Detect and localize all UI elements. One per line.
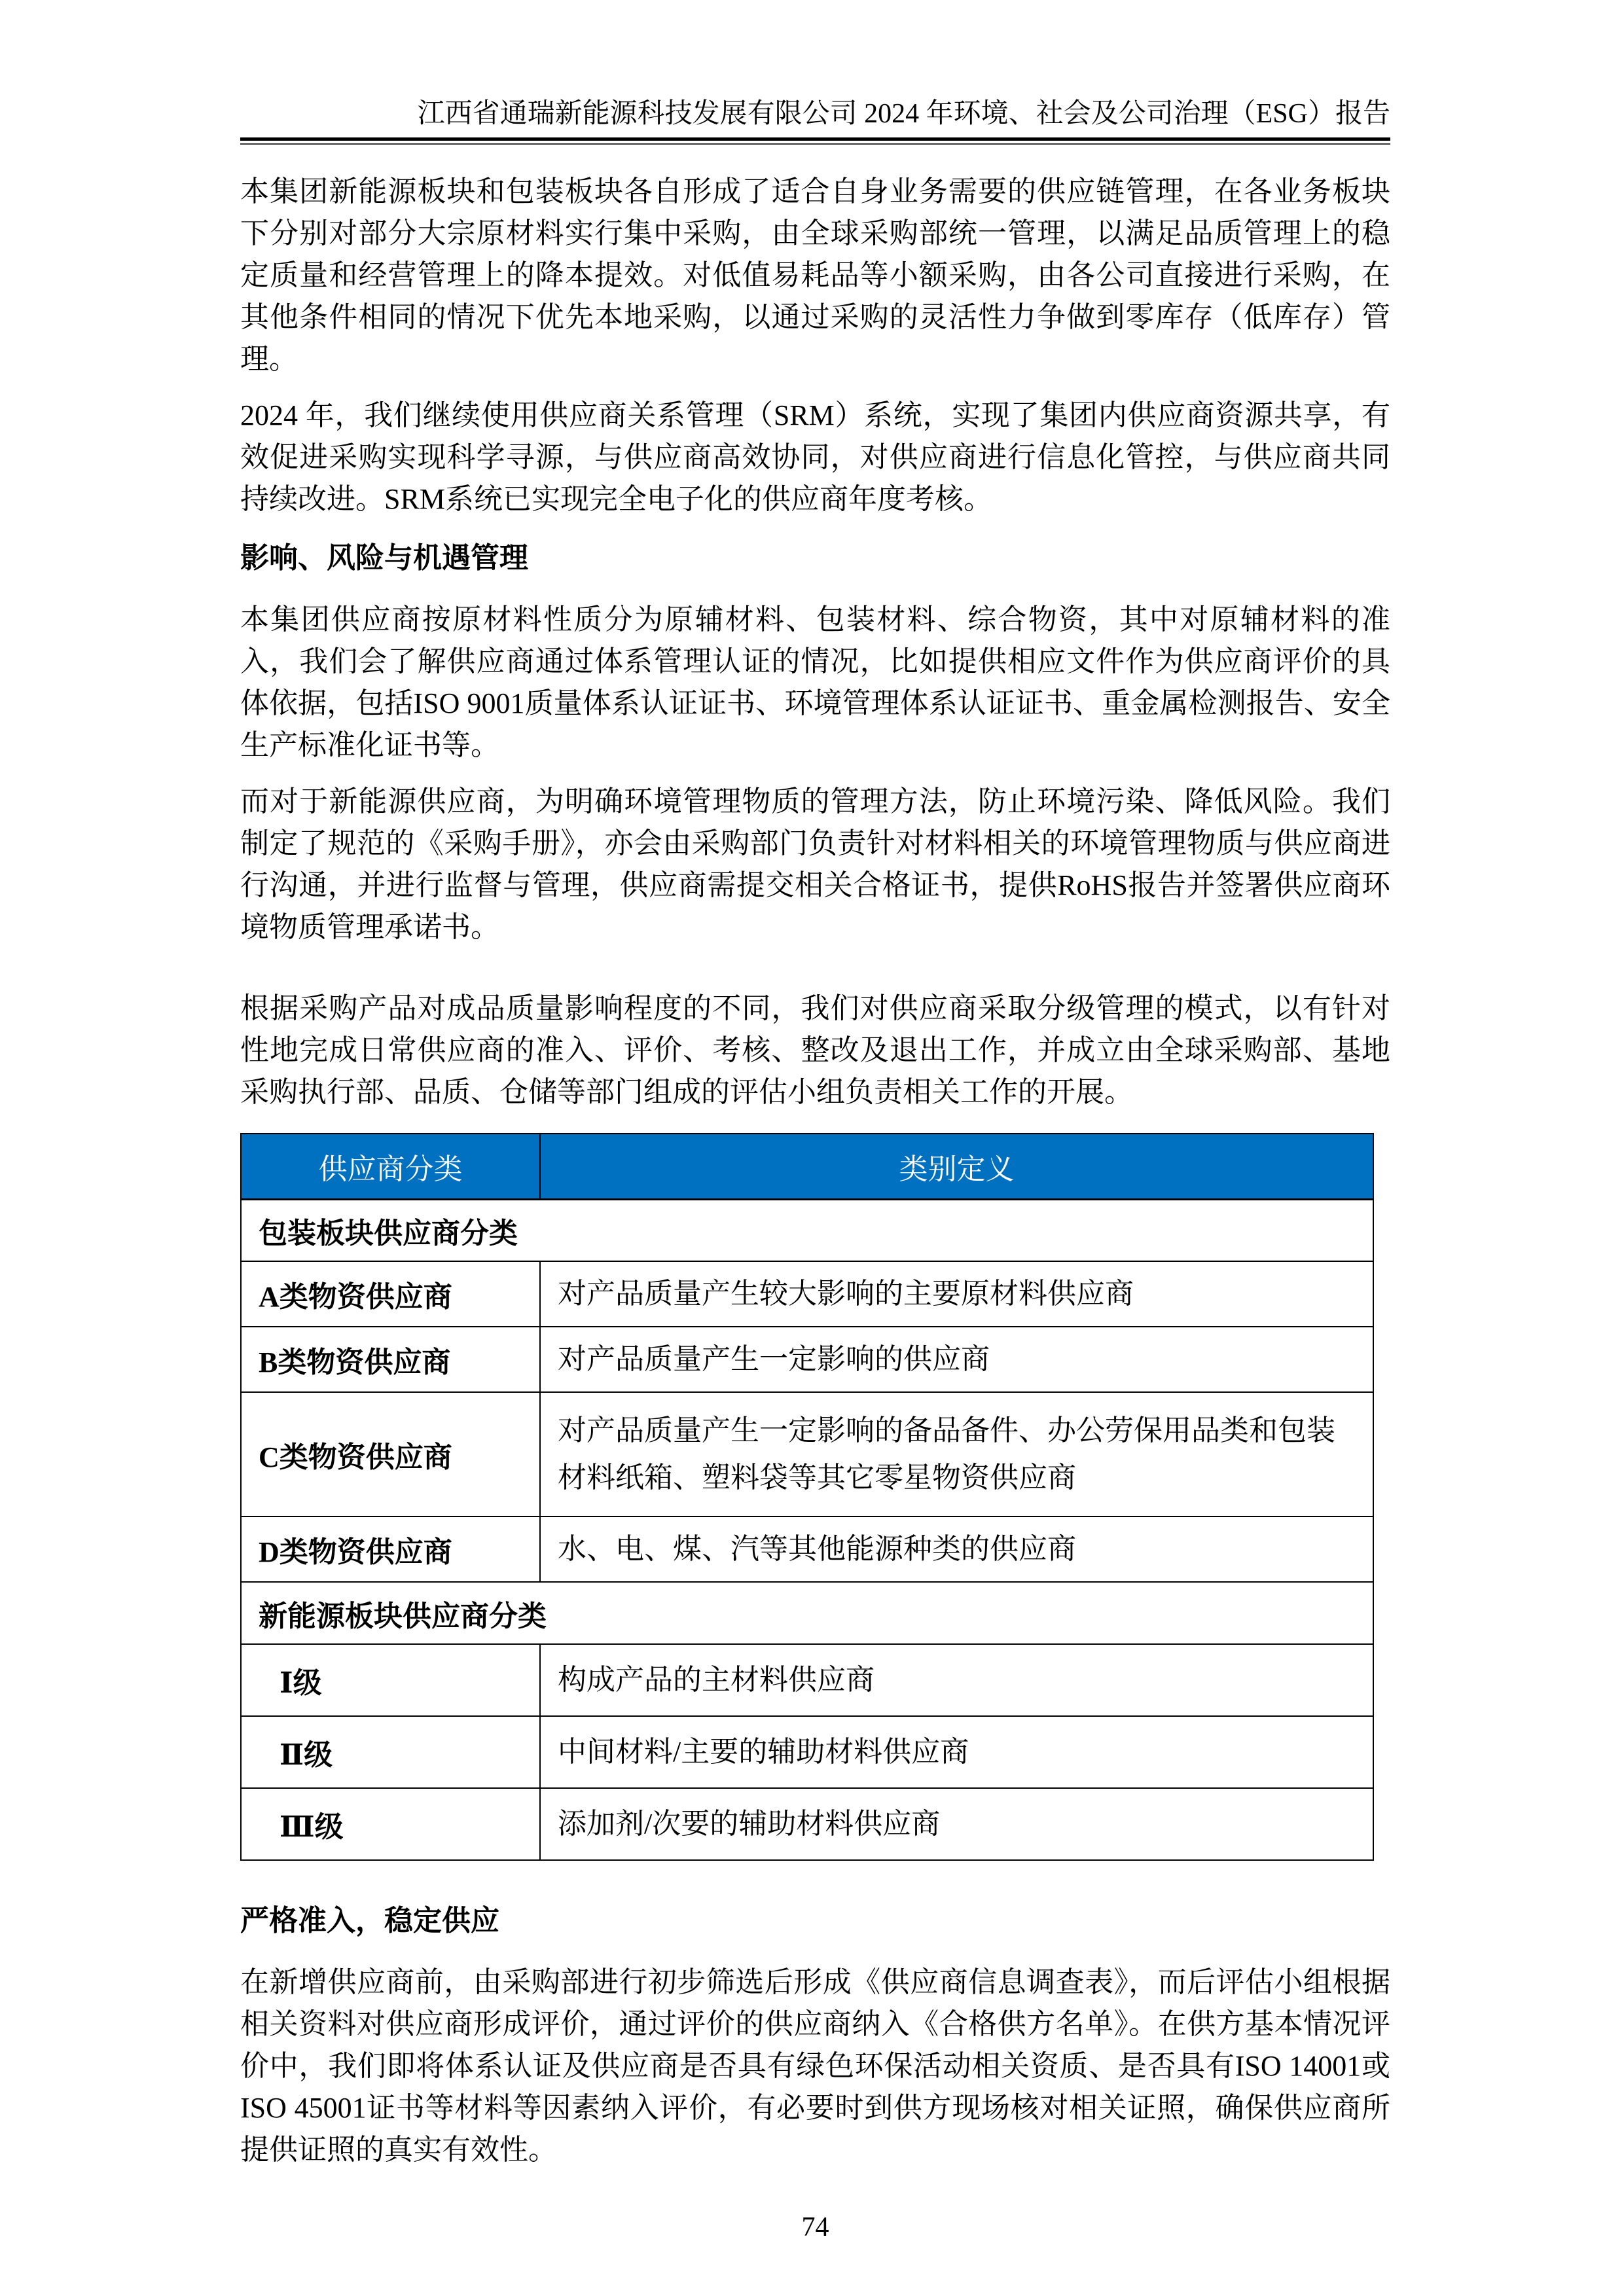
table-cell-definition: 水、电、煤、汽等其他能源种类的供应商 xyxy=(540,1516,1373,1582)
supplier-classification-table xyxy=(240,1133,1374,1861)
paragraph-new-energy-suppliers: 而对于新能源供应商，为明确环境管理物质的管理方法，防止环境污染、降低风险。我们制定了规范的《采购手册》，亦会由采购部门负责针对材料相关的环境管理物质与供应商进行沟通，并进行监督与管理，供应商需提交相关合格证书，提供RoHS报告并签署供应商环境物质管理承诺书。 xyxy=(240,785,1390,943)
table-header-cell-category: 供应商分类 xyxy=(241,1134,540,1199)
table-cell-definition: 对产品质量产生一定影响的供应商 xyxy=(540,1327,1373,1392)
table-cell-category: A类物资供应商 xyxy=(241,1261,540,1327)
paragraph-new-supplier-screening: 在新增供应商前，由采购部进行初步筛选后形成《供应商信息调查表》，而后评估小组根据相关资料对供应商形成评价，通过评价的供应商纳入《合格供方名单》。在供方基本情况评价中，我们即将体系认证及供应商是否具有绿色环保活动相关资质、是否具有ISO 14001或ISO 45001证书等材料等因素纳入评价，有必要时到供方现场核对相关证照，确保供应商所提供证照的真实有效性。 xyxy=(240,1966,1390,2166)
table-header-cell-definition: 类别定义 xyxy=(540,1134,1373,1199)
table-cell-category: Ⅱ级 xyxy=(241,1716,540,1788)
table-row xyxy=(241,1716,1373,1788)
table-cell-definition: 对产品质量产生一定影响的备品备件、办公劳保用品类和包装材料纸箱、塑料袋等其它零星物资供应商 xyxy=(540,1392,1373,1516)
table-row xyxy=(241,1392,1373,1516)
table-cell-category: C类物资供应商 xyxy=(241,1392,540,1516)
table-cell-category: Ⅰ级 xyxy=(241,1644,540,1716)
table-cell-definition: 构成产品的主材料供应商 xyxy=(540,1644,1373,1716)
page-number: 74 xyxy=(801,2212,829,2242)
paragraph-srm-system: 2024 年，我们继续使用供应商关系管理（SRM）系统，实现了集团内供应商资源共享，有效促进采购实现科学寻源，与供应商高效协同，对供应商进行信息化管控，与供应商共同持续改进。SRM系统已实现完全电子化的供应商年度考核。 xyxy=(240,399,1390,515)
report-header-title: 江西省通瑞新能源科技发展有限公司 2024 年环境、社会及公司治理（ESG）报告 xyxy=(417,99,1390,129)
header-rule xyxy=(240,137,1390,145)
table-cell-category: D类物资供应商 xyxy=(241,1516,540,1582)
table-row xyxy=(241,1516,1373,1582)
table-cell-definition: 中间材料/主要的辅助材料供应商 xyxy=(540,1716,1373,1788)
paragraph-grading-management: 根据采购产品对成品质量影响程度的不同，我们对供应商采取分级管理的模式，以有针对性地完成日常供应商的准入、评价、考核、整改及退出工作，并成立由全球采购部、基地采购执行部、品质、仓储等部门组成的评估小组负责相关工作的开展。 xyxy=(240,992,1390,1108)
heading-strict-admission: 严格准入，稳定供应 xyxy=(240,1905,499,1937)
table-header-row xyxy=(241,1134,1373,1199)
paragraph-supply-chain: 本集团新能源板块和包装板块各自形成了适合自身业务需要的供应链管理，在各业务板块下分别对部分大宗原材料实行集中采购，由全球采购部统一管理，以满足品质管理上的稳定质量和经营管理上的降本提效。对低值易耗品等小额采购，由各公司直接进行采购，在其他条件相同的情况下优先本地采购，以通过采购的灵活性力争做到零库存（低库存）管理。 xyxy=(240,175,1390,375)
table-section-title: 包装板块供应商分类 xyxy=(241,1199,1373,1261)
paragraph-supplier-admission: 本集团供应商按原材料性质分为原辅材料、包装材料、综合物资，其中对原辅材料的准入，我们会了解供应商通过体系管理认证的情况，比如提供相应文件作为供应商评价的具体依据，包括ISO 9001质量体系认证证书、环境管理体系认证证书、重金属检测报告、安全生产标准化证书等。 xyxy=(240,603,1390,761)
table-cell-category: B类物资供应商 xyxy=(241,1327,540,1392)
table-row xyxy=(241,1788,1373,1860)
heading-impact-risk-opportunity: 影响、风险与机遇管理 xyxy=(240,542,528,574)
table-cell-definition: 对产品质量产生较大影响的主要原材料供应商 xyxy=(540,1261,1373,1327)
table-section-packaging xyxy=(241,1199,1373,1261)
table-cell-category: Ⅲ级 xyxy=(241,1788,540,1860)
table-section-new-energy xyxy=(241,1582,1373,1644)
table-row xyxy=(241,1644,1373,1716)
page-content xyxy=(240,0,1390,2243)
table-row xyxy=(241,1261,1373,1327)
table-cell-definition: 添加剂/次要的辅助材料供应商 xyxy=(540,1788,1373,1860)
table-row xyxy=(241,1327,1373,1392)
table-section-title: 新能源板块供应商分类 xyxy=(241,1582,1373,1644)
